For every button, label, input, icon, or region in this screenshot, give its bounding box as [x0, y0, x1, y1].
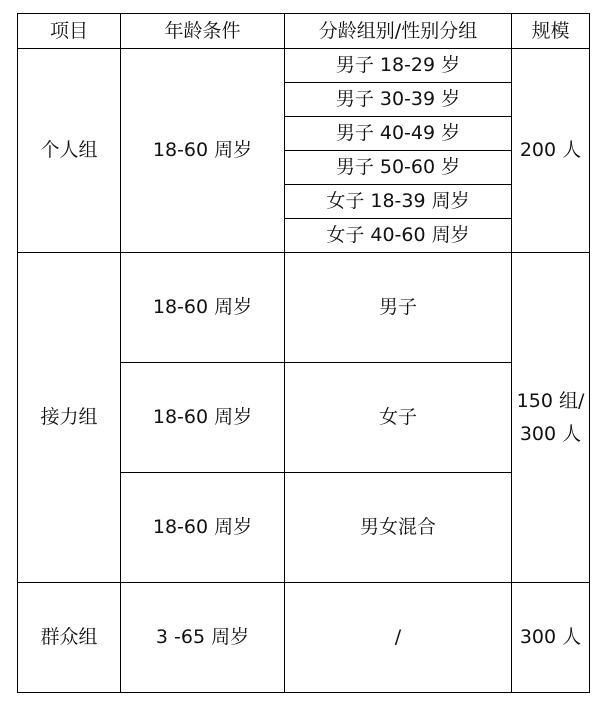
- table-row: [18, 49, 590, 83]
- individual-group: 男子 18-29 岁: [285, 49, 512, 83]
- individual-age: 18-60 周岁: [121, 49, 285, 253]
- mass-age: 3 -65 周岁: [121, 583, 285, 693]
- header-project: 项目: [18, 14, 121, 49]
- header-age-condition: 年龄条件: [121, 14, 285, 49]
- relay-age: 18-60 周岁: [121, 253, 285, 363]
- individual-scale: 200 人: [512, 49, 590, 253]
- relay-age: 18-60 周岁: [121, 473, 285, 583]
- event-table: [17, 13, 590, 693]
- individual-group: 男子 40-49 岁: [285, 117, 512, 151]
- header-scale: 规模: [512, 14, 590, 49]
- table-row: [18, 583, 590, 693]
- individual-group: 女子 40-60 周岁: [285, 219, 512, 253]
- relay-age: 18-60 周岁: [121, 363, 285, 473]
- mass-project: 群众组: [18, 583, 121, 693]
- individual-group: 男子 50-60 岁: [285, 151, 512, 185]
- table-row: [18, 253, 590, 363]
- relay-scale: [512, 253, 590, 583]
- header-row: [18, 14, 590, 49]
- relay-group: 女子: [285, 363, 512, 473]
- relay-group: 男女混合: [285, 473, 512, 583]
- relay-group: 男子: [285, 253, 512, 363]
- mass-group: /: [285, 583, 512, 693]
- relay-project: 接力组: [18, 253, 121, 583]
- individual-group: 女子 18-39 周岁: [285, 185, 512, 219]
- relay-scale-text: 150 组/300 人: [516, 390, 585, 445]
- mass-scale: 300 人: [512, 583, 590, 693]
- individual-group: 男子 30-39 岁: [285, 83, 512, 117]
- header-group: 分龄组别/性别分组: [285, 14, 512, 49]
- individual-project: 个人组: [18, 49, 121, 253]
